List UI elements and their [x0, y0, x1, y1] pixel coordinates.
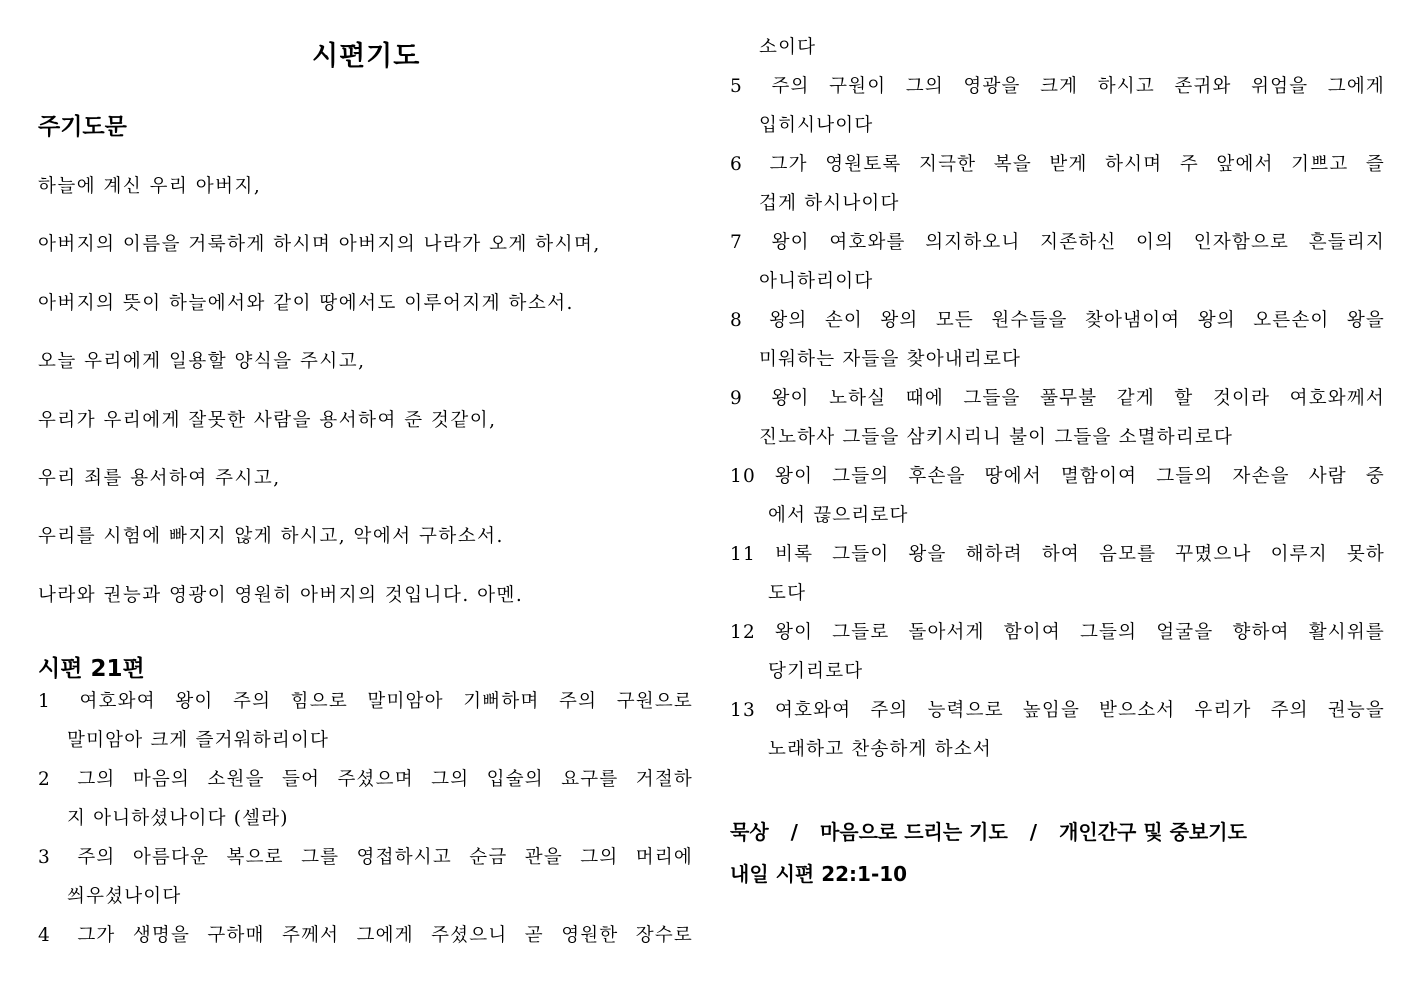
- prayer-line: 우리가 우리에게 잘못한 사람을 용서하여 준 것같이,: [38, 410, 497, 431]
- verse-text: 진노하사 그들을 삼키시리니 불이 그들을 소멸하리로다: [759, 427, 1234, 448]
- verse-4-continuation: 소이다: [759, 37, 817, 58]
- verse-text: 도다: [768, 583, 807, 604]
- verse-text: 에서 끊으리로다: [768, 505, 909, 526]
- verse-number: 6: [730, 154, 743, 175]
- verse-number: 8: [730, 310, 743, 331]
- verse-text: 입히시나이다: [759, 115, 874, 136]
- verse-text: 왕이 그들로 돌아서게 함이여 그들의 얼굴을 향하여 활시위를: [775, 622, 1385, 643]
- verse-text: 겁게 하시나이다: [759, 193, 900, 214]
- verse-5: [730, 67, 1385, 145]
- verse-text: 주의 아름다운 복으로 그를 영접하시고 순금 관을 그의 머리에: [77, 847, 693, 868]
- verse-number: 10: [730, 466, 756, 487]
- prayer-line: 하늘에 계신 우리 아버지,: [38, 176, 262, 197]
- verse-number: 11: [730, 544, 756, 565]
- verse-text: 당기리로다: [768, 661, 864, 682]
- verse-text: 지 아니하셨나이다 (셀라): [67, 808, 289, 829]
- verse-1: [38, 682, 693, 760]
- prayer-line: 나라와 권능과 영광이 영원히 아버지의 것입니다. 아멘.: [38, 585, 524, 606]
- verse-text: 미워하는 자들을 찾아내리로다: [759, 349, 1022, 370]
- footer-item-intercession: 개인간구 및 중보기도: [1059, 820, 1247, 844]
- verse-7: [730, 223, 1385, 301]
- verse-text: 왕의 손이 왕의 모든 원수들을 찾아냄이여 왕의 오른손이 왕을: [769, 310, 1385, 331]
- verse-10: [730, 457, 1385, 535]
- footer-tomorrow: 내일 시편 22:1-10: [730, 862, 908, 886]
- verse-8: [730, 301, 1385, 379]
- verse-6: [730, 145, 1385, 223]
- verse-number: 7: [730, 232, 743, 253]
- verse-text: 여호와여 왕이 주의 힘으로 말미암아 기뻐하며 주의 구원으로: [79, 691, 693, 712]
- verse-number: 1: [38, 691, 51, 712]
- verse-text: 비록 그들이 왕을 해하려 하여 음모를 꾸몄으나 이루지 못하: [775, 544, 1385, 565]
- verse-11: [730, 535, 1385, 613]
- verse-text: 말미암아 크게 즐거워하리이다: [67, 730, 330, 751]
- prayer-line: 아버지의 이름을 거룩하게 하시며 아버지의 나라가 오게 하시며,: [38, 234, 601, 255]
- verse-text: 아니하리이다: [759, 271, 874, 292]
- verse-text: 왕이 그들의 후손을 땅에서 멸함이여 그들의 자손을 사람 중: [775, 466, 1385, 487]
- psalm-heading: 시편 21편: [38, 656, 145, 682]
- verse-12: [730, 613, 1385, 691]
- verse-number: 9: [730, 388, 743, 409]
- lords-prayer-heading: 주기도문: [38, 114, 127, 140]
- verse-13: [730, 691, 1385, 769]
- prayer-line: 아버지의 뜻이 하늘에서와 같이 땅에서도 이루어지게 하소서.: [38, 293, 574, 314]
- verse-text: 그가 영원토록 지극한 복을 받게 하시며 주 앞에서 기쁘고 즐: [769, 154, 1385, 175]
- prayer-line: 우리 죄를 용서하여 주시고,: [38, 468, 281, 489]
- prayer-line: 우리를 시험에 빠지지 않게 하시고, 악에서 구하소서.: [38, 526, 504, 547]
- footer-separator: /: [790, 820, 798, 844]
- footer-item-meditation: 묵상: [730, 820, 769, 844]
- verse-number: 4: [38, 925, 51, 946]
- footer-separator: /: [1029, 820, 1038, 844]
- verse-3: [38, 838, 693, 916]
- prayer-line: 오늘 우리에게 일용할 양식을 주시고,: [38, 351, 366, 372]
- footer-guide: [730, 816, 1247, 845]
- verse-number: 3: [38, 847, 51, 868]
- verse-number: 12: [730, 622, 756, 643]
- verse-text: 그가 생명을 구하매 주께서 그에게 주셨으니 곧 영원한 장수로: [77, 925, 693, 946]
- verse-text: 왕이 여호와를 의지하오니 지존하신 이의 인자함으로 흔들리지: [771, 232, 1385, 253]
- verse-text: 씌우셨나이다: [67, 886, 182, 907]
- verse-text: 여호와여 주의 능력으로 높임을 받으소서 우리가 주의 권능을: [775, 700, 1385, 721]
- footer-item-silent-prayer: 마음으로 드리는 기도: [819, 820, 1008, 844]
- verse-2: [38, 760, 693, 838]
- verse-number: 2: [38, 769, 51, 790]
- verse-9: [730, 379, 1385, 457]
- verse-text: 그의 마음의 소원을 들어 주셨으며 그의 입술의 요구를 거절하: [77, 769, 693, 790]
- verse-text: 노래하고 찬송하게 하소서: [768, 739, 992, 760]
- page-title: 시편기도: [312, 41, 421, 72]
- verse-text: 주의 구원이 그의 영광을 크게 하시고 존귀와 위엄을 그에게: [771, 76, 1385, 97]
- verse-text: 왕이 노하실 때에 그들을 풀무불 같게 할 것이라 여호와께서: [771, 388, 1385, 409]
- verse-number: 13: [730, 700, 756, 721]
- verse-4: [38, 916, 693, 955]
- verse-number: 5: [730, 76, 743, 97]
